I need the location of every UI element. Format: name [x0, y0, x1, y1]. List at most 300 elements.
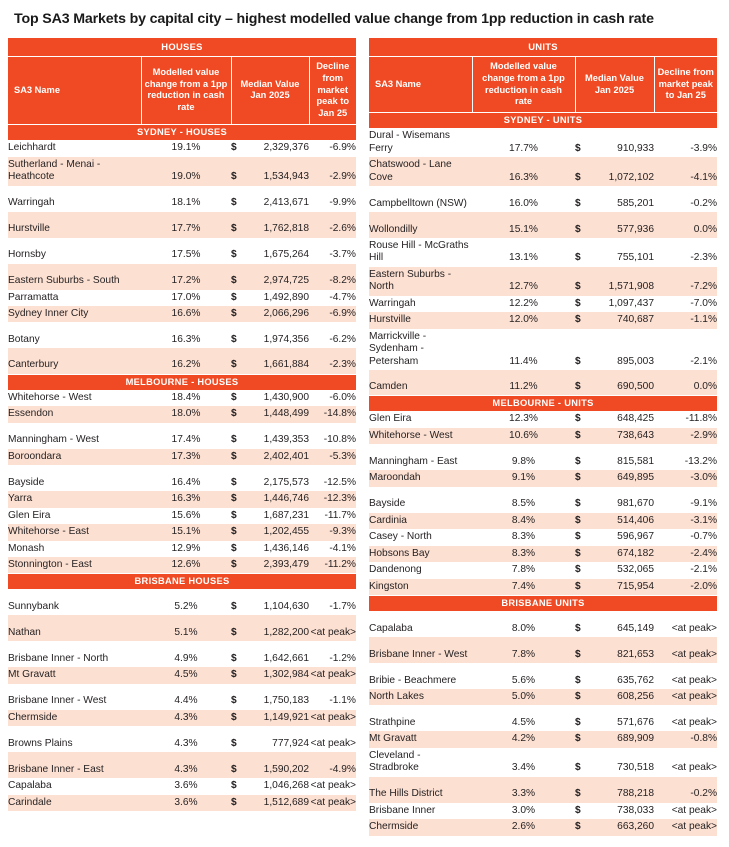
cell-dollar-symbol: $	[231, 333, 237, 345]
cell-decline-from-peak: -1.2%	[329, 652, 356, 664]
section-band-label: SYDNEY - HOUSES	[8, 125, 356, 141]
cell-dollar-symbol: $	[575, 819, 593, 835]
cell-median-value: 577,936	[593, 212, 654, 238]
table-row	[8, 491, 356, 507]
cell-median-value: 1,104,630	[263, 600, 309, 612]
cell-median-value: 1,974,356	[263, 333, 309, 345]
cell-decline-from-peak: -7.0%	[690, 297, 718, 309]
cell-modelled-change: 4.4%	[174, 695, 198, 707]
cell-median-value: 738,643	[593, 428, 654, 444]
cell-decline-from-peak: -12.3%	[309, 491, 356, 507]
cell-median-value: 821,653	[593, 637, 654, 663]
cell-dollar-symbol: $	[231, 509, 237, 521]
cell-dollar-symbol: $	[575, 637, 593, 663]
cell-dollar-symbol: $	[231, 157, 249, 186]
cell-median-value: 1,430,900	[263, 391, 309, 403]
table-row	[369, 513, 717, 529]
cell-decline-from-peak: <at peak>	[309, 667, 356, 683]
cell-dollar-symbol: $	[575, 716, 581, 728]
cell-median-value: 788,218	[593, 777, 654, 803]
cell-modelled-change: 19.0%	[141, 157, 231, 186]
cell-decline-from-peak: -4.1%	[654, 157, 717, 186]
section-band-label: MELBOURNE - HOUSES	[8, 374, 356, 390]
cell-median-value: 740,687	[593, 312, 654, 328]
cell-median-value: 689,909	[593, 731, 654, 747]
cell-sa3-name: Rouse Hill - McGraths Hill	[369, 240, 469, 264]
cell-sa3-name: Mt Gravatt	[369, 731, 472, 747]
cell-modelled-change: 18.4%	[171, 391, 201, 403]
cell-decline-from-peak: -11.2%	[309, 557, 356, 574]
cell-sa3-name: Brisbane Inner	[369, 804, 436, 816]
cell-dollar-symbol: $	[575, 142, 581, 154]
cell-decline-from-peak: -4.9%	[309, 752, 356, 778]
cell-modelled-change: 12.9%	[171, 542, 201, 554]
cell-sa3-name: Eastern Suburbs - South	[8, 264, 141, 290]
units-table	[369, 38, 717, 836]
cell-modelled-change: 11.2%	[472, 370, 575, 396]
table-row	[369, 777, 717, 803]
cell-dollar-symbol: $	[231, 291, 237, 303]
cell-modelled-change: 2.6%	[472, 819, 575, 835]
cell-median-value: 1,661,884	[249, 348, 309, 374]
cell-modelled-change: 7.8%	[511, 564, 536, 576]
cell-decline-from-peak: <at peak>	[309, 615, 356, 641]
cell-decline-from-peak: -2.3%	[309, 348, 356, 374]
cell-median-value: 1,642,661	[263, 652, 309, 664]
cell-modelled-change: 12.3%	[509, 413, 538, 425]
section-band	[369, 396, 717, 412]
table-row	[8, 390, 356, 406]
table-row	[369, 529, 717, 545]
section-band	[8, 574, 356, 590]
cell-sa3-name: Dural - Wisemans Ferry	[369, 130, 450, 154]
cell-median-value: 730,518	[617, 762, 654, 774]
cell-modelled-change: 18.0%	[141, 406, 231, 422]
cell-sa3-name: Chermside	[369, 819, 472, 835]
cell-dollar-symbol: $	[575, 157, 593, 186]
table-row	[369, 579, 717, 596]
cell-modelled-change: 5.0%	[472, 689, 575, 705]
cell-decline-from-peak: -5.3%	[309, 449, 356, 465]
table-row	[8, 710, 356, 726]
cell-median-value: 608,256	[593, 689, 654, 705]
cell-sa3-name: North Lakes	[369, 689, 472, 705]
table-row	[8, 589, 356, 615]
cell-modelled-change: 17.7%	[141, 212, 231, 238]
cell-median-value: 1,072,102	[593, 157, 654, 186]
cell-decline-from-peak: -2.0%	[654, 579, 717, 596]
cell-sa3-name: Glen Eira	[369, 413, 412, 425]
table-row	[369, 748, 717, 777]
column-header-sa3-name: SA3 Name	[369, 56, 472, 113]
cell-sa3-name: Whitehorse - East	[8, 524, 141, 540]
column-header-modelled-value-change: Modelled value change from a 1pp reduction in cash rate	[472, 56, 575, 113]
cell-modelled-change: 3.6%	[174, 780, 198, 792]
cell-sa3-name: Eastern Suburbs - North	[369, 267, 472, 296]
table-row	[369, 663, 717, 689]
cell-modelled-change: 4.5%	[511, 716, 536, 728]
cell-median-value: 1,590,202	[249, 752, 309, 778]
cell-modelled-change: 3.6%	[141, 795, 231, 811]
table-row	[8, 238, 356, 264]
cell-sa3-name: Chermside	[8, 710, 141, 726]
cell-modelled-change: 16.0%	[509, 197, 538, 209]
table-row	[369, 411, 717, 427]
cell-modelled-change: 7.8%	[472, 637, 575, 663]
cell-sa3-name: Warringah	[8, 197, 55, 209]
cell-median-value: 1,571,908	[593, 267, 654, 296]
cell-sa3-name: Bayside	[8, 476, 45, 488]
cell-median-value: 1,097,437	[608, 297, 654, 309]
cell-modelled-change: 3.3%	[472, 777, 575, 803]
section-band	[369, 113, 717, 129]
table-row	[8, 306, 356, 322]
cell-sa3-name: Nathan	[8, 615, 141, 641]
cell-dollar-symbol: $	[575, 546, 593, 562]
column-header-decline-from-peak: Decline from market peak to Jan 25	[309, 56, 356, 124]
cell-sa3-name: Stonnington - East	[8, 557, 141, 574]
cell-median-value: 2,066,296	[249, 306, 309, 322]
table-row	[8, 322, 356, 348]
cell-sa3-name: Canterbury	[8, 348, 141, 374]
section-band-label: BRISBANE HOUSES	[8, 574, 356, 590]
section-band-label: BRISBANE UNITS	[369, 595, 717, 611]
table-row	[369, 186, 717, 212]
cell-sa3-name: Camden	[369, 370, 472, 396]
cell-dollar-symbol: $	[231, 695, 237, 707]
cell-median-value: 585,201	[617, 197, 654, 209]
cell-median-value: 674,182	[593, 546, 654, 562]
cell-modelled-change: 17.4%	[171, 434, 201, 446]
cell-modelled-change: 8.0%	[511, 622, 536, 634]
cell-sa3-name: Maroondah	[369, 470, 472, 486]
table-row	[369, 470, 717, 486]
cell-sa3-name: Sunnybank	[8, 600, 59, 612]
cell-sa3-name: Chatswood - Lane Cove	[369, 157, 472, 186]
cell-modelled-change: 17.0%	[171, 291, 201, 303]
cell-median-value: 514,406	[593, 513, 654, 529]
cell-decline-from-peak: -2.1%	[690, 355, 718, 367]
cell-decline-from-peak: -2.3%	[690, 252, 718, 264]
cell-dollar-symbol: $	[575, 355, 581, 367]
houses-table	[8, 38, 356, 811]
cell-sa3-name: Capalaba	[369, 622, 413, 634]
table-row	[8, 212, 356, 238]
section-band	[8, 125, 356, 141]
cell-median-value: 690,500	[593, 370, 654, 396]
cell-median-value: 1,302,984	[249, 667, 309, 683]
cell-dollar-symbol: $	[575, 762, 581, 774]
cell-median-value: 2,175,573	[263, 476, 309, 488]
table-row	[369, 312, 717, 328]
cell-decline-from-peak: <at peak>	[654, 819, 717, 835]
cell-decline-from-peak: -2.4%	[654, 546, 717, 562]
cell-dollar-symbol: $	[231, 615, 249, 641]
cell-decline-from-peak: -11.7%	[324, 509, 356, 521]
cell-sa3-name: Hurstville	[8, 212, 141, 238]
cell-dollar-symbol: $	[231, 406, 249, 422]
cell-sa3-name: Whitehorse - West	[369, 428, 472, 444]
table-row	[369, 329, 717, 370]
cell-dollar-symbol: $	[231, 652, 237, 664]
cell-sa3-name: Dandenong	[369, 564, 422, 576]
table-row	[369, 428, 717, 444]
cell-sa3-name: Bayside	[369, 498, 406, 510]
table-row	[8, 348, 356, 374]
cell-median-value: 1,448,499	[249, 406, 309, 422]
cell-sa3-name: The Hills District	[369, 777, 472, 803]
units-column-header-row	[369, 56, 717, 113]
cell-dollar-symbol: $	[231, 710, 249, 726]
table-row	[369, 238, 717, 267]
cell-modelled-change: 3.0%	[511, 804, 536, 816]
column-header-median-value: Median Value Jan 2025	[231, 56, 309, 124]
cell-median-value: 1,750,183	[263, 695, 309, 707]
cell-sa3-name: Campbelltown (NSW)	[369, 197, 467, 209]
cell-modelled-change: 5.1%	[141, 615, 231, 641]
cell-sa3-name: Glen Eira	[8, 509, 51, 521]
table-row	[369, 637, 717, 663]
cell-sa3-name: Kingston	[369, 579, 472, 596]
tables-container	[8, 38, 721, 836]
cell-dollar-symbol: $	[231, 264, 249, 290]
cell-dollar-symbol: $	[575, 531, 581, 543]
cell-modelled-change: 12.2%	[509, 297, 538, 309]
cell-decline-from-peak: -9.1%	[690, 498, 718, 510]
cell-decline-from-peak: -0.7%	[690, 531, 718, 543]
houses-banner-row	[8, 38, 356, 57]
cell-median-value: 981,670	[617, 498, 654, 510]
cell-decline-from-peak: -2.9%	[309, 157, 356, 186]
cell-dollar-symbol: $	[575, 731, 593, 747]
cell-dollar-symbol: $	[575, 777, 593, 803]
table-row	[369, 444, 717, 470]
cell-sa3-name: Brisbane Inner - West	[369, 637, 472, 663]
cell-median-value: 571,676	[617, 716, 654, 728]
cell-dollar-symbol: $	[575, 297, 581, 309]
cell-modelled-change: 11.4%	[509, 355, 538, 367]
cell-sa3-name: Botany	[8, 333, 40, 345]
cell-modelled-change: 4.3%	[141, 710, 231, 726]
cell-median-value: 1,149,921	[249, 710, 309, 726]
cell-dollar-symbol: $	[231, 557, 249, 574]
cell-modelled-change: 8.3%	[472, 546, 575, 562]
cell-dollar-symbol: $	[575, 267, 593, 296]
cell-sa3-name: Parramatta	[8, 291, 59, 303]
cell-modelled-change: 4.9%	[174, 652, 198, 664]
cell-sa3-name: Carindale	[8, 795, 141, 811]
cell-decline-from-peak: 0.0%	[654, 370, 717, 396]
cell-decline-from-peak: -3.0%	[654, 470, 717, 486]
cell-sa3-name: Cardinia	[369, 513, 472, 529]
cell-modelled-change: 15.1%	[141, 524, 231, 540]
cell-decline-from-peak: -0.2%	[690, 197, 718, 209]
cell-modelled-change: 12.6%	[141, 557, 231, 574]
table-row	[8, 778, 356, 794]
table-row	[8, 795, 356, 811]
cell-modelled-change: 4.3%	[141, 752, 231, 778]
cell-decline-from-peak: <at peak>	[671, 762, 718, 774]
cell-decline-from-peak: -10.8%	[323, 434, 356, 446]
cell-median-value: 1,436,146	[263, 542, 309, 554]
houses-table-wrapper	[8, 38, 356, 811]
cell-median-value: 895,003	[617, 355, 654, 367]
cell-dollar-symbol: $	[231, 249, 237, 261]
table-row	[369, 157, 717, 186]
cell-modelled-change: 16.6%	[141, 306, 231, 322]
cell-median-value: 738,033	[617, 804, 654, 816]
cell-decline-from-peak: -6.2%	[329, 333, 356, 345]
cell-sa3-name: Monash	[8, 542, 45, 554]
table-row	[8, 508, 356, 524]
cell-decline-from-peak: -12.5%	[323, 476, 356, 488]
cell-sa3-name: Cleveland - Stradbroke	[369, 749, 421, 774]
cell-dollar-symbol: $	[575, 622, 581, 634]
table-row	[8, 557, 356, 574]
cell-median-value: 815,581	[617, 455, 654, 467]
cell-decline-from-peak: -14.8%	[309, 406, 356, 422]
cell-sa3-name: Yarra	[8, 491, 141, 507]
cell-median-value: 755,101	[617, 252, 654, 264]
table-row	[8, 752, 356, 778]
units-banner-label: UNITS	[369, 38, 717, 57]
cell-dollar-symbol: $	[575, 579, 593, 596]
cell-sa3-name: Bribie - Beachmere	[369, 674, 457, 686]
cell-decline-from-peak: -2.1%	[690, 564, 718, 576]
cell-modelled-change: 16.4%	[171, 476, 201, 488]
cell-sa3-name: Casey - North	[369, 531, 432, 543]
cell-sa3-name: Hurstville	[369, 312, 472, 328]
cell-modelled-change: 8.4%	[472, 513, 575, 529]
cell-modelled-change: 17.5%	[171, 249, 201, 261]
cell-modelled-change: 9.8%	[511, 455, 536, 467]
cell-sa3-name: Marrickville - Sydenham - Petersham	[369, 330, 427, 367]
cell-decline-from-peak: -3.7%	[329, 249, 356, 261]
cell-dollar-symbol: $	[231, 212, 249, 238]
cell-dollar-symbol: $	[575, 689, 593, 705]
cell-median-value: 1,675,264	[263, 249, 309, 261]
cell-modelled-change: 9.1%	[472, 470, 575, 486]
cell-dollar-symbol: $	[231, 780, 237, 792]
cell-decline-from-peak: -9.9%	[329, 197, 356, 209]
cell-median-value: 1,534,943	[249, 157, 309, 186]
cell-dollar-symbol: $	[575, 312, 593, 328]
cell-median-value: 663,260	[593, 819, 654, 835]
cell-modelled-change: 15.6%	[171, 509, 201, 521]
units-banner-row	[369, 38, 717, 57]
table-row	[369, 296, 717, 312]
cell-modelled-change: 19.1%	[171, 142, 201, 154]
cell-sa3-name: Leichhardt	[8, 142, 56, 154]
cell-modelled-change: 12.0%	[472, 312, 575, 328]
cell-median-value: 635,762	[617, 674, 654, 686]
column-header-modelled-value-change: Modelled value change from a 1pp reduction in cash rate	[141, 56, 231, 124]
table-row	[369, 370, 717, 396]
cell-decline-from-peak: <at peak>	[671, 716, 718, 728]
cell-median-value: 2,393,479	[249, 557, 309, 574]
cell-median-value: 1,492,890	[263, 291, 309, 303]
table-row	[369, 819, 717, 835]
section-band	[369, 595, 717, 611]
table-row	[8, 667, 356, 683]
cell-decline-from-peak: -13.2%	[684, 455, 718, 467]
column-header-sa3-name: SA3 Name	[8, 56, 141, 124]
table-row	[8, 449, 356, 465]
cell-median-value: 1,762,818	[249, 212, 309, 238]
cell-decline-from-peak: -3.1%	[654, 513, 717, 529]
table-row	[369, 487, 717, 513]
cell-decline-from-peak: <at peak>	[671, 804, 718, 816]
cell-sa3-name: Warringah	[369, 297, 416, 309]
table-row	[8, 423, 356, 449]
cell-sa3-name: Boroondara	[8, 449, 141, 465]
cell-decline-from-peak: -0.2%	[654, 777, 717, 803]
table-row	[8, 684, 356, 710]
cell-dollar-symbol: $	[575, 804, 581, 816]
cell-decline-from-peak: <at peak>	[309, 710, 356, 726]
cell-decline-from-peak: -2.9%	[654, 428, 717, 444]
cell-dollar-symbol: $	[231, 306, 249, 322]
cell-decline-from-peak: -6.9%	[309, 306, 356, 322]
table-row	[369, 267, 717, 296]
houses-column-header-row	[8, 56, 356, 124]
cell-modelled-change: 10.6%	[472, 428, 575, 444]
cell-dollar-symbol: $	[575, 370, 593, 396]
cell-dollar-symbol: $	[575, 498, 581, 510]
cell-decline-from-peak: <at peak>	[654, 689, 717, 705]
cell-decline-from-peak: -3.9%	[690, 142, 718, 154]
cell-median-value: 910,933	[617, 142, 654, 154]
cell-dollar-symbol: $	[575, 455, 581, 467]
section-band	[8, 374, 356, 390]
cell-dollar-symbol: $	[231, 491, 249, 507]
cell-median-value: 777,924	[272, 737, 309, 749]
cell-median-value: 1,282,200	[249, 615, 309, 641]
cell-modelled-change: 12.7%	[472, 267, 575, 296]
cell-decline-from-peak: <at peak>	[671, 622, 718, 634]
cell-dollar-symbol: $	[575, 413, 581, 425]
cell-modelled-change: 16.2%	[141, 348, 231, 374]
houses-banner-label: HOUSES	[8, 38, 356, 57]
cell-median-value: 2,402,401	[249, 449, 309, 465]
cell-median-value: 532,065	[617, 564, 654, 576]
cell-modelled-change: 18.1%	[171, 197, 201, 209]
cell-sa3-name: Mt Gravatt	[8, 667, 141, 683]
cell-modelled-change: 4.5%	[141, 667, 231, 683]
cell-decline-from-peak: <at peak>	[310, 780, 356, 792]
column-header-median-value: Median Value Jan 2025	[575, 56, 654, 113]
cell-modelled-change: 17.3%	[141, 449, 231, 465]
table-row	[8, 615, 356, 641]
table-row	[8, 406, 356, 422]
table-row	[8, 157, 356, 186]
table-row	[8, 264, 356, 290]
cell-decline-from-peak: -9.3%	[309, 524, 356, 540]
cell-sa3-name: Hobsons Bay	[369, 546, 472, 562]
cell-modelled-change: 5.2%	[174, 600, 198, 612]
table-row	[369, 128, 717, 157]
cell-modelled-change: 4.3%	[174, 737, 198, 749]
cell-sa3-name: Wollondilly	[369, 212, 472, 238]
cell-dollar-symbol: $	[231, 542, 237, 554]
table-row	[369, 212, 717, 238]
cell-median-value: 1,512,689	[249, 795, 309, 811]
cell-dollar-symbol: $	[231, 737, 237, 749]
cell-modelled-change: 17.7%	[509, 142, 538, 154]
cell-sa3-name: Sutherland - Menai - Heathcote	[8, 157, 141, 186]
table-row	[8, 524, 356, 540]
cell-sa3-name: Brisbane Inner - North	[8, 652, 109, 664]
